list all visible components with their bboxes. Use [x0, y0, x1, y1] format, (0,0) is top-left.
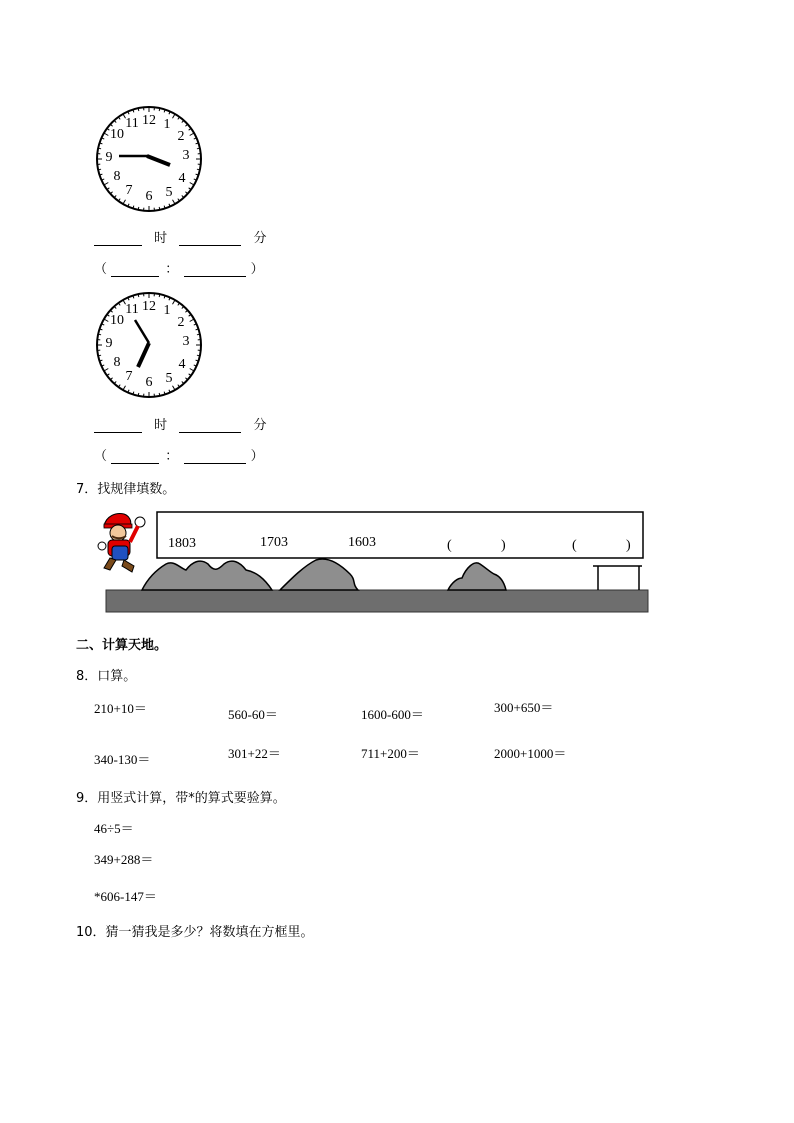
clock-2-number-12: 12	[142, 299, 156, 314]
clock-tick	[197, 334, 200, 335]
clock-tick	[159, 294, 160, 297]
mental-math-item: 301+22＝	[228, 746, 281, 761]
question-7-title: 7．找规律填数。	[76, 482, 176, 497]
clock-tick	[138, 207, 139, 210]
minute-blank[interactable]	[179, 418, 241, 433]
minute-unit: 分	[253, 418, 267, 433]
clock-2-number-6: 6	[145, 375, 153, 390]
question-9-title: 9．用竖式计算，带*的算式要验算。	[76, 791, 286, 806]
clock-2	[94, 290, 204, 400]
mental-math-item: 210+10＝	[94, 701, 147, 716]
mental-math-item: 711+200＝	[361, 746, 420, 761]
number-pattern-illustration	[96, 508, 652, 618]
clock-tick	[159, 207, 160, 210]
number-box	[157, 512, 643, 558]
vertical-calc-item: 349+288＝	[94, 852, 154, 867]
blank-2-open-paren: (	[572, 538, 577, 553]
clock-tick	[98, 334, 101, 335]
hour-blank[interactable]	[94, 418, 142, 433]
clock-1-number-4: 4	[178, 171, 186, 186]
clock-tick	[197, 148, 200, 149]
digital-hour-blank[interactable]	[111, 449, 159, 464]
blank-1-open-paren: (	[447, 538, 452, 553]
mental-math-item: 340-130＝	[94, 752, 151, 767]
mario-character-icon	[98, 514, 145, 573]
clock-1	[94, 104, 204, 214]
clock-2-number-2: 2	[177, 315, 185, 330]
clock-1-number-12: 12	[142, 113, 156, 128]
clock-tick	[98, 169, 101, 170]
clock-tick	[159, 393, 160, 396]
clock-1-number-1: 1	[163, 117, 171, 132]
colon: ：	[165, 449, 179, 464]
open-paren: （	[94, 449, 108, 464]
clock-tick	[197, 355, 200, 356]
rock-shape	[142, 561, 272, 590]
clock-1-digital-answer	[94, 258, 264, 277]
hour-blank[interactable]	[94, 231, 142, 246]
clock-2-number-3: 3	[182, 334, 190, 349]
close-paren: ）	[250, 449, 264, 464]
minute-unit: 分	[253, 231, 267, 246]
minute-blank[interactable]	[179, 231, 241, 246]
clock-2-number-4: 4	[178, 357, 186, 372]
digital-minute-blank[interactable]	[184, 449, 246, 464]
sequence-number: 1703	[260, 535, 288, 550]
clock-1-answer-line	[94, 227, 266, 246]
rock-shape	[280, 559, 358, 590]
sequence-number: 1803	[168, 536, 196, 551]
close-paren: ）	[250, 262, 264, 277]
clock-tick	[138, 393, 139, 396]
vertical-calc-item: *606-147＝	[94, 889, 157, 904]
digital-minute-blank[interactable]	[184, 262, 246, 277]
open-paren: （	[94, 262, 108, 277]
ground-bar	[106, 590, 648, 612]
mental-math-item: 2000+1000＝	[494, 746, 567, 761]
clock-1-number-7: 7	[125, 183, 133, 198]
clock-2-digital-answer	[94, 445, 264, 464]
question-10-title: 10．猜一猜我是多少？将数填在方框里。	[76, 925, 314, 940]
clock-1-number-10: 10	[110, 127, 124, 142]
hour-unit: 时	[154, 231, 168, 246]
digital-hour-blank[interactable]	[111, 262, 159, 277]
clock-2-answer-line	[94, 414, 266, 433]
clock-1-number-3: 3	[182, 148, 190, 163]
blank-1-close-paren: )	[501, 538, 506, 553]
sequence-number: 1603	[348, 535, 376, 550]
clock-1-number-2: 2	[177, 129, 185, 144]
blank-2-close-paren: )	[626, 538, 631, 553]
clock-tick	[197, 169, 200, 170]
clock-2-number-5: 5	[165, 371, 173, 386]
clock-tick	[98, 148, 101, 149]
rock-shape	[448, 563, 506, 590]
hour-unit: 时	[154, 418, 168, 433]
clock-1-number-9: 9	[105, 150, 113, 165]
question-8-title: 8．口算。	[76, 669, 137, 684]
clock-tick	[138, 108, 139, 111]
clock-1-number-6: 6	[145, 189, 153, 204]
clock-2-number-7: 7	[125, 369, 133, 384]
section-2-title: 二、计算天地。	[76, 638, 168, 653]
clock-2-number-1: 1	[163, 303, 171, 318]
clock-2-number-10: 10	[110, 313, 124, 328]
clock-2-number-11: 11	[125, 302, 139, 317]
clock-1-number-8: 8	[113, 169, 121, 184]
colon: ：	[165, 262, 179, 277]
mental-math-item: 1600-600＝	[361, 707, 424, 722]
clock-1-number-11: 11	[125, 116, 139, 131]
vertical-calc-item: 46÷5＝	[94, 821, 134, 836]
mental-math-item: 560-60＝	[228, 707, 278, 722]
clock-tick	[159, 108, 160, 111]
mental-math-item: 300+650＝	[494, 700, 554, 715]
clock-2-number-9: 9	[105, 336, 113, 351]
clock-2-number-8: 8	[113, 355, 121, 370]
clock-1-number-5: 5	[165, 185, 173, 200]
clock-tick	[98, 355, 101, 356]
clock-tick	[138, 294, 139, 297]
